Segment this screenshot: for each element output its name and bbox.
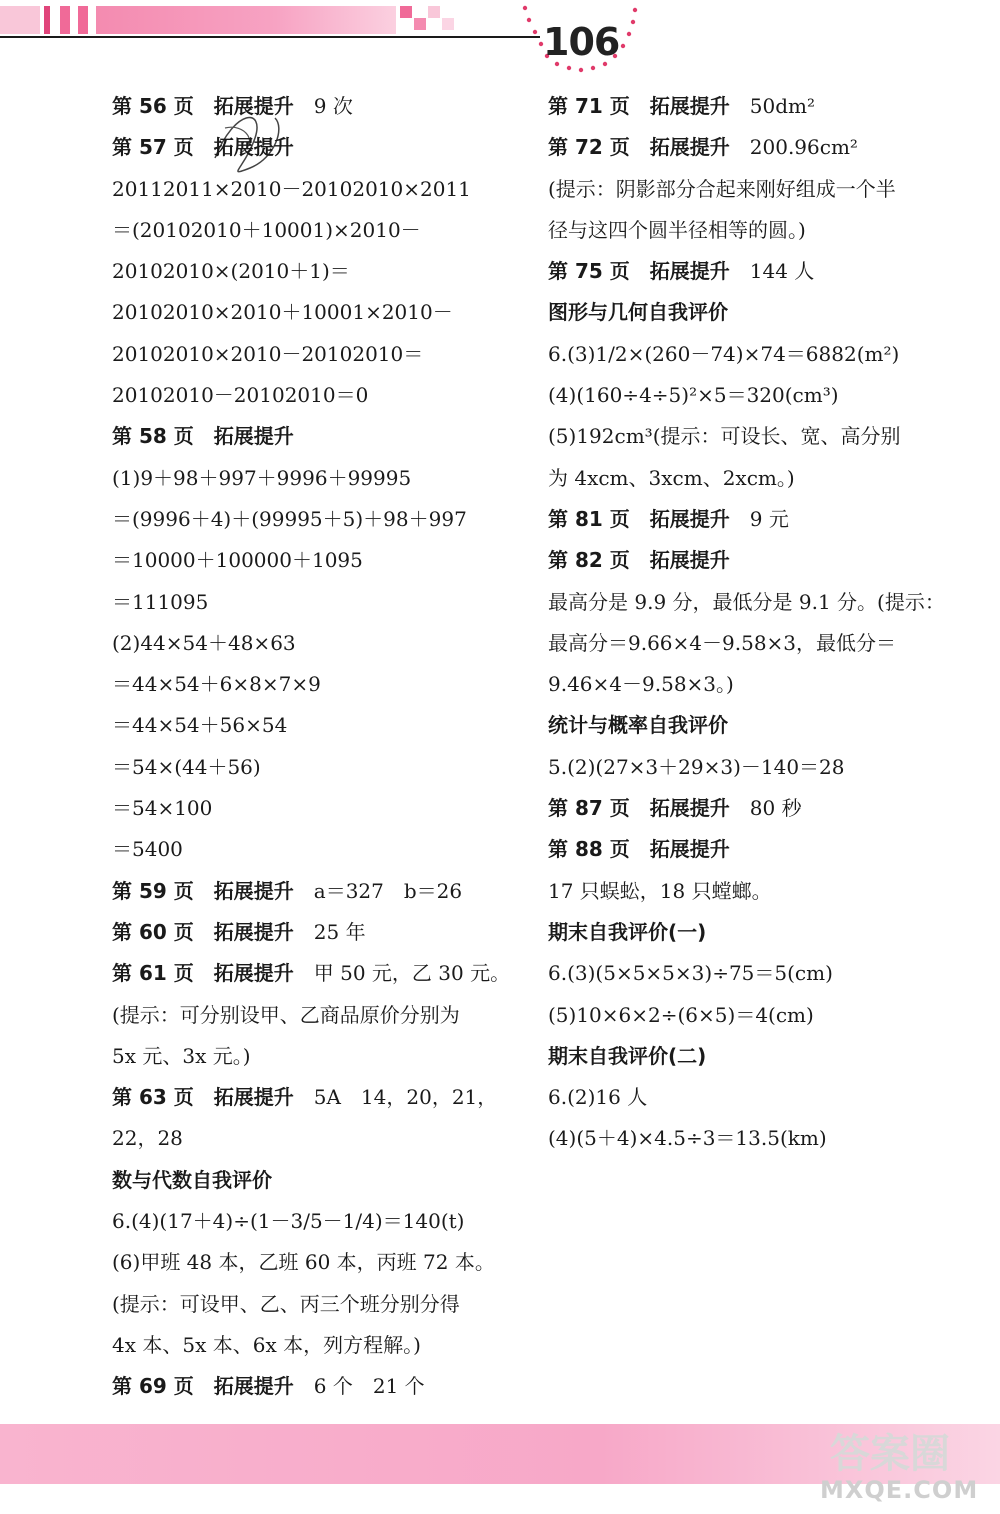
- answer-line: (2)44×54＋48×63: [112, 630, 296, 655]
- answer-line: 20102010－20102010＝0: [112, 383, 369, 408]
- answer-line: [112, 1077, 522, 1118]
- answer-text: 6 个 21 个: [293, 1374, 425, 1399]
- answer-line: (1)9＋98＋997＋9996＋99995: [112, 465, 412, 490]
- page-ref-label: 第 69 页 拓展提升: [112, 1374, 294, 1399]
- page-ref-label: 第 87 页 拓展提升: [548, 796, 730, 821]
- answer-line: 5x 元、3x 元。): [112, 1043, 251, 1068]
- header-rule: [0, 36, 540, 38]
- answer-line: [548, 829, 968, 870]
- answer-text: 5A 14，20，21，: [293, 1085, 498, 1110]
- answer-line: [112, 912, 522, 953]
- answer-line: [548, 86, 968, 127]
- answer-line: ＝44×54＋6×8×7×9: [112, 672, 321, 697]
- watermark: [820, 1420, 990, 1510]
- answer-line: 20102010×(2010＋1)＝: [112, 259, 350, 284]
- answer-line: (提示：可分别设甲、乙商品原价分别为: [112, 1002, 460, 1027]
- answer-line: 最高分是 9.9 分，最低分是 9.1 分。(提示：: [548, 589, 945, 614]
- page-ref-label: 第 71 页 拓展提升: [548, 94, 730, 118]
- answer-line: [548, 127, 968, 168]
- answer-line: ＝111095: [112, 589, 209, 614]
- page-number: 106: [543, 20, 620, 64]
- answer-line: 最高分＝9.66×4－9.58×3，最低分＝: [548, 630, 897, 655]
- answer-line: (5)10×6×2÷(6×5)＝4(cm): [548, 1002, 814, 1027]
- answer-line: ＝44×54＋56×54: [112, 713, 288, 738]
- answer-line: ＝10000＋100000＋1095: [112, 548, 363, 573]
- answer-line: [548, 251, 968, 292]
- answer-line: ＝5400: [112, 837, 183, 862]
- answer-line: 22，28: [112, 1126, 183, 1151]
- answer-line: 径与这四个圆半径相等的圆。): [548, 217, 806, 242]
- header-decoration: [0, 0, 520, 36]
- answer-text: 50dm²: [729, 94, 815, 118]
- answer-line: 20102010×2010＋10001×2010－: [112, 300, 453, 325]
- page-ref-label: 第 88 页 拓展提升: [548, 837, 730, 862]
- answer-line: ＝(20102010＋10001)×2010－: [112, 217, 421, 242]
- section-heading: 统计与概率自我评价: [548, 713, 728, 738]
- page-ref-label: 第 63 页 拓展提升: [112, 1085, 294, 1110]
- answer-line: 20102010×2010－20102010＝: [112, 341, 424, 366]
- answer-text: a＝327 b＝26: [293, 878, 463, 903]
- answer-text: 200.96cm²: [729, 135, 858, 160]
- answer-text: 25 年: [293, 919, 366, 944]
- answer-text: 80 秒: [729, 796, 802, 821]
- answer-line: [112, 416, 522, 457]
- page-ref-label: 第 82 页 拓展提升: [548, 548, 730, 573]
- page-ref-label: 第 59 页 拓展提升: [112, 878, 294, 903]
- page-number-badge: [515, 0, 645, 78]
- answer-text: 144 人: [729, 259, 815, 284]
- answer-line: (4)(160÷4÷5)²×5＝320(cm³): [548, 383, 839, 408]
- page-ref-label: 第 58 页 拓展提升: [112, 424, 294, 449]
- answer-line: 6.(2)16 人: [548, 1085, 648, 1110]
- answer-line: 6.(4)(17＋4)÷(1－3/5－1/4)＝140(t): [112, 1209, 465, 1234]
- answer-line: [112, 127, 522, 168]
- answer-line: 6.(3)1/2×(260－74)×74＝6882(m²): [548, 341, 900, 366]
- answer-line: (6)甲班 48 本，乙班 60 本，丙班 72 本。: [112, 1250, 495, 1275]
- answers-right-column: [548, 86, 968, 1160]
- answer-line: [548, 499, 968, 540]
- answers-left-column: [112, 86, 522, 1408]
- answer-line: 4x 本、5x 本、6x 本，列方程解。): [112, 1332, 421, 1357]
- answer-line: 20112011×2010－20102010×2011: [112, 176, 471, 201]
- page-ref-label: 第 81 页 拓展提升: [548, 506, 730, 531]
- page-ref-label: 第 60 页 拓展提升: [112, 919, 294, 944]
- answer-text: 甲 50 元，乙 30 元。: [293, 961, 511, 986]
- answer-line: 为 4xcm、3xcm、2xcm。): [548, 465, 795, 490]
- answer-line: (4)(5＋4)×4.5÷3＝13.5(km): [548, 1126, 827, 1151]
- answer-line: (提示：阴影部分合起来刚好组成一个半: [548, 176, 896, 201]
- page-ref-label: 第 56 页 拓展提升: [112, 94, 294, 118]
- answer-line: [112, 871, 522, 912]
- section-heading: 期末自我评价(二): [548, 1043, 707, 1068]
- watermark-url: MXQE.COM: [820, 1476, 979, 1504]
- answer-line: (5)192cm³(提示：可设长、宽、高分别: [548, 424, 901, 449]
- answer-line: 6.(3)(5×5×5×3)÷75＝5(cm): [548, 961, 833, 986]
- answer-line: ＝(9996＋4)＋(99995＋5)＋98＋997: [112, 506, 467, 531]
- answer-line: [112, 953, 522, 994]
- answer-line: 17 只蜈蚣，18 只螳螂。: [548, 878, 772, 903]
- answer-text: 9 元: [729, 506, 789, 531]
- answer-line: [548, 788, 968, 829]
- answer-text: 9 次: [293, 94, 353, 118]
- answer-line: [548, 540, 968, 581]
- answer-line: (提示：可设甲、乙、丙三个班分别分得: [112, 1291, 460, 1316]
- answer-line: [112, 86, 522, 127]
- section-heading: 数与代数自我评价: [112, 1167, 272, 1192]
- answer-line: ＝54×100: [112, 796, 213, 821]
- answer-line: [112, 1366, 522, 1407]
- page-ref-label: 第 72 页 拓展提升: [548, 135, 730, 160]
- watermark-logo: 答案圈: [830, 1431, 950, 1477]
- page-ref-label: 第 61 页 拓展提升: [112, 961, 294, 986]
- page-ref-label: 第 75 页 拓展提升: [548, 259, 730, 284]
- page-ref-label: 第 57 页 拓展提升: [112, 135, 294, 160]
- answer-line: 9.46×4－9.58×3。): [548, 672, 734, 697]
- section-heading: 图形与几何自我评价: [548, 300, 728, 325]
- answer-line: ＝54×(44＋56): [112, 754, 261, 779]
- section-heading: 期末自我评价(一): [548, 919, 707, 944]
- answer-line: 5.(2)(27×3＋29×3)－140＝28: [548, 754, 845, 779]
